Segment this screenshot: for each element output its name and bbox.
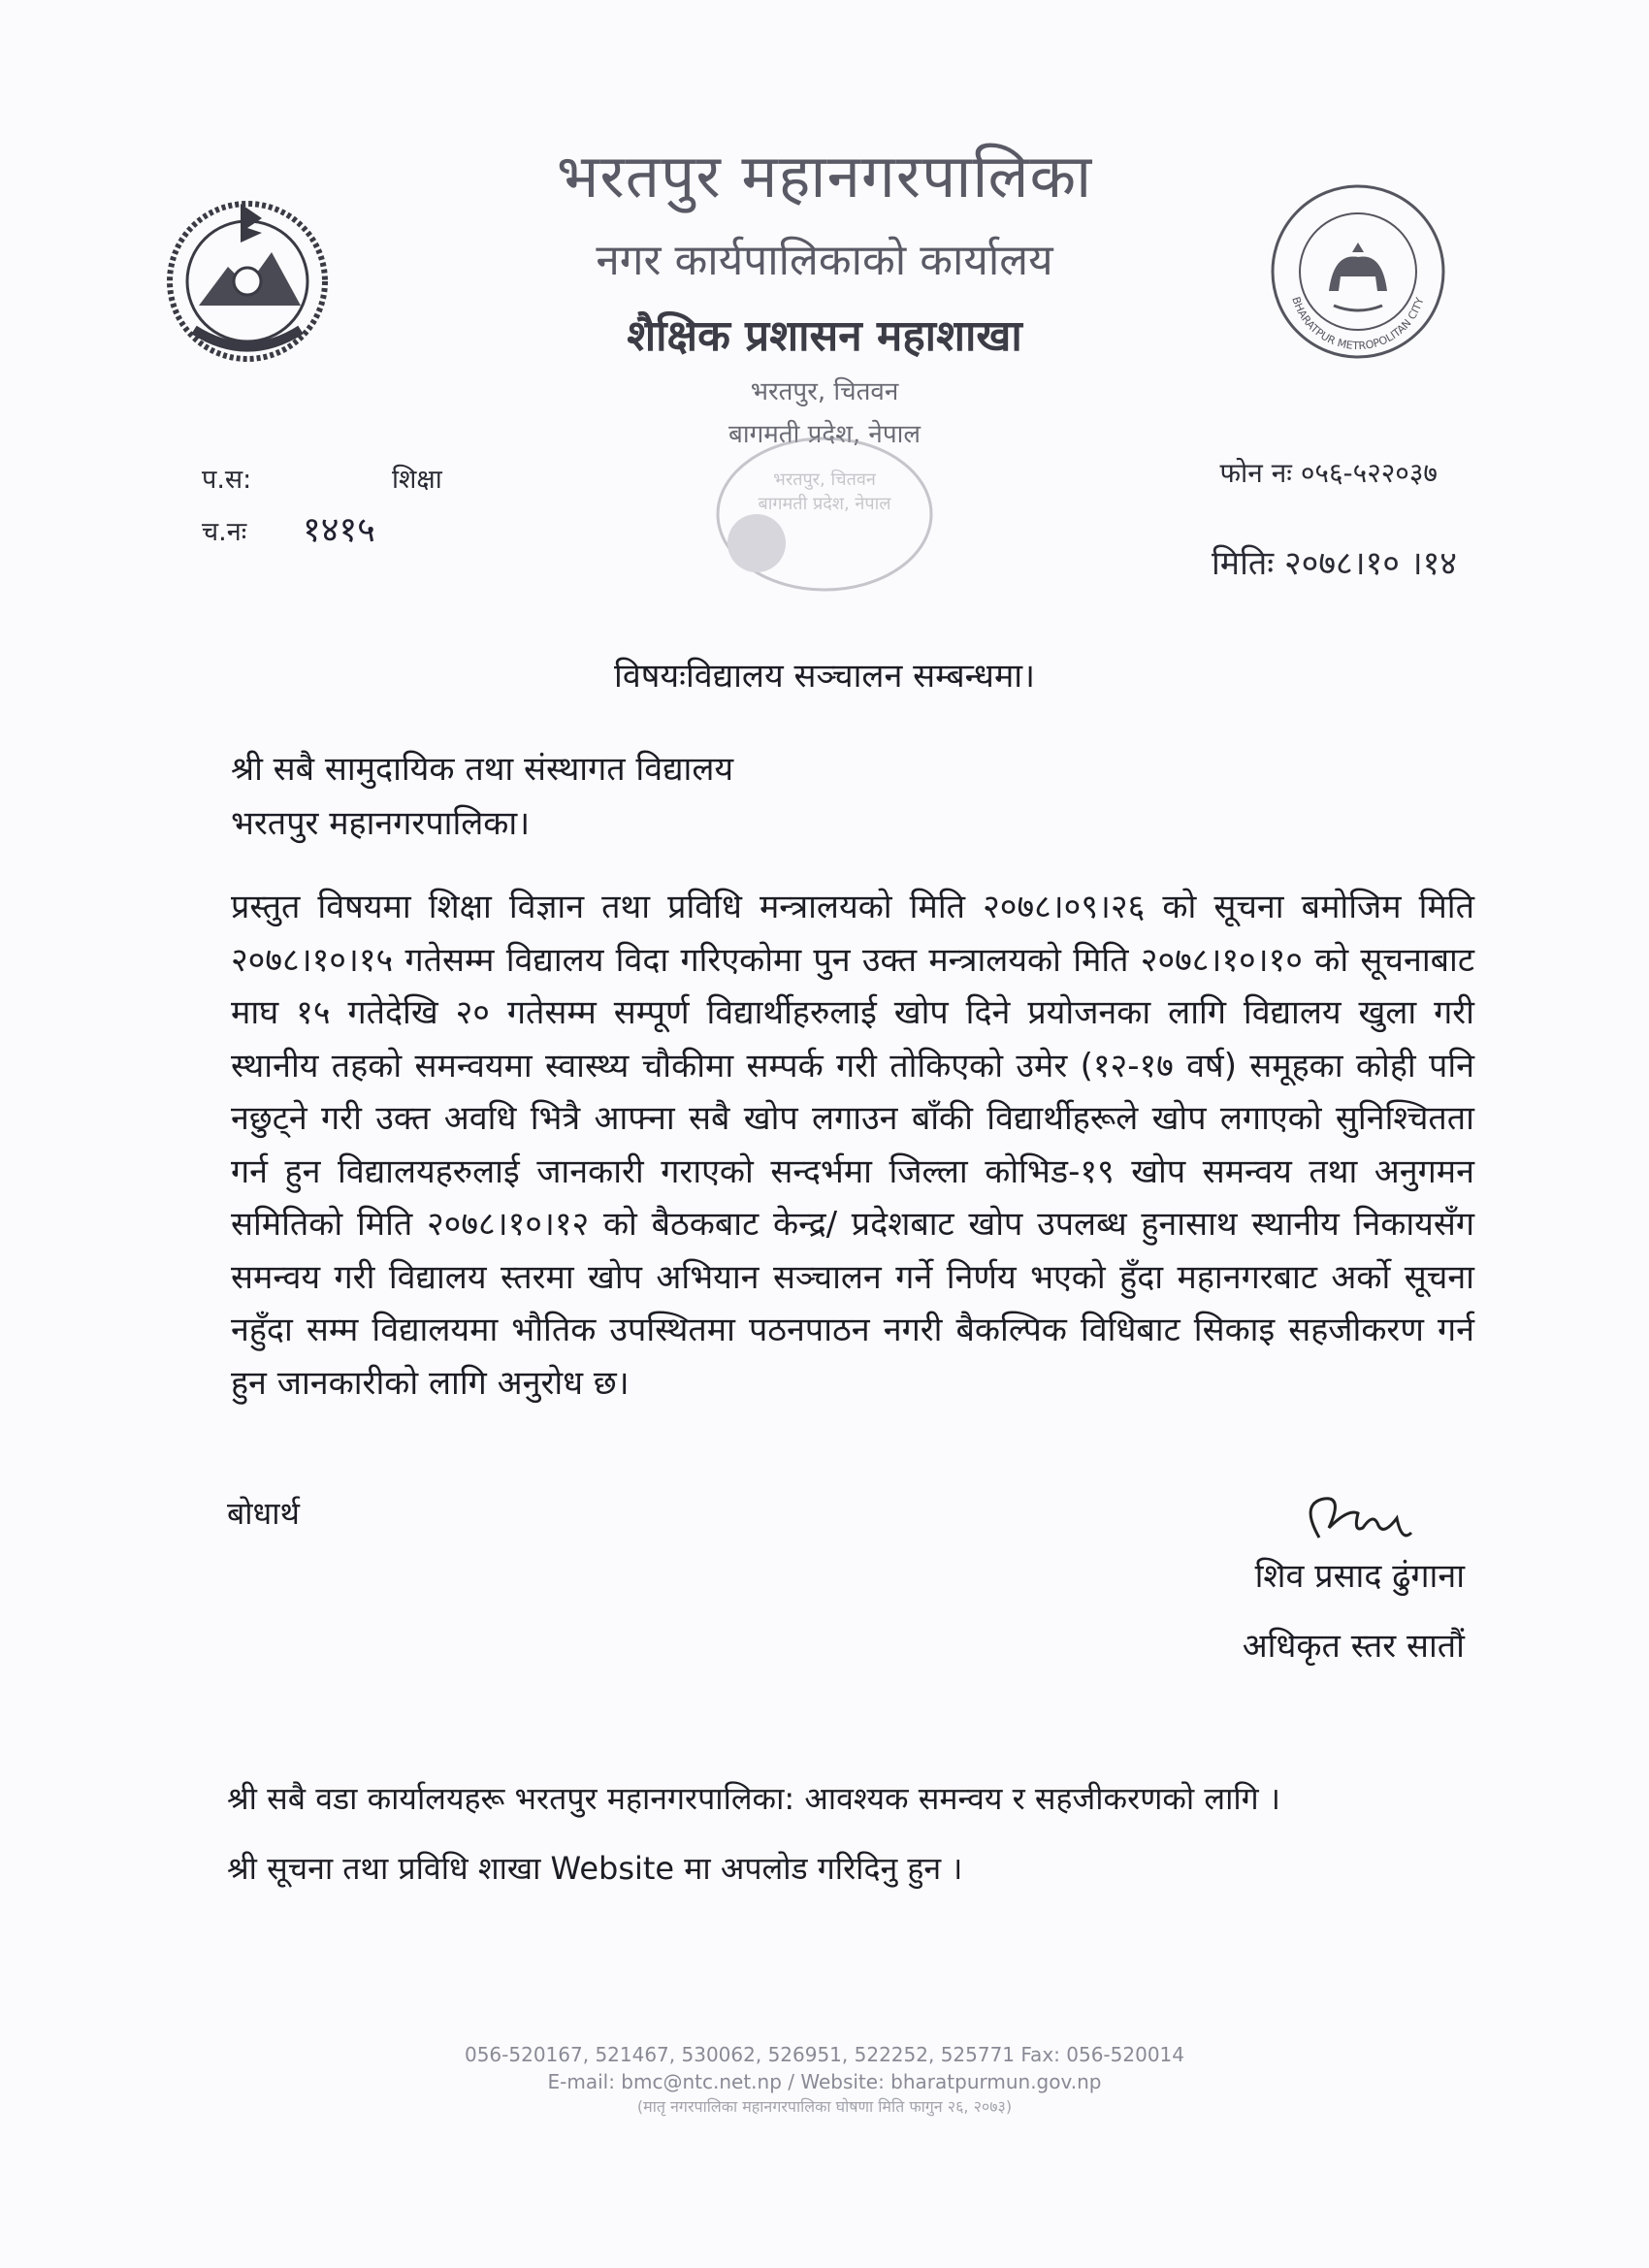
chn-label: च.नः: [202, 517, 247, 547]
phone-number: फोन नः ०५६-५२२०३७: [1219, 457, 1438, 489]
cc-line-2: श्री सूचना तथा प्रविधि शाखा Website मा अपलोड गरिदिनु हुन ।: [227, 1850, 963, 1887]
province-line: बागमती प्रदेश, नेपाल: [728, 420, 921, 449]
municipality-name: भरतपुर महानगरपालिका: [556, 141, 1093, 211]
addressee-line-2: भरतपुर महानगरपालिका।: [231, 804, 531, 843]
signatory-name: शिव प्रसाद ढुंगाना: [1254, 1557, 1465, 1596]
footer-phones: 056-520167, 521467, 530062, 526951, 522252, 525771 Fax: 056-520014: [464, 2043, 1184, 2066]
stamp-line-1: भरतपुर, चितवन: [773, 470, 876, 490]
seal-text: BHARATPUR METROPOLITAN CITY: [1289, 295, 1427, 353]
signature-icon: [1290, 1484, 1436, 1562]
office-name: नगर कार्यपालिकाको कार्यालय: [596, 236, 1053, 285]
office-stamp-icon: [698, 427, 951, 601]
cc-line-1: श्री सबै वडा कार्यालयहरू भरतपुर महानगरपालिका: आवश्यक समन्वय र सहजीकरणको लागि ।: [227, 1780, 1280, 1817]
letter-body: प्रस्तुत विषयमा शिक्षा विज्ञान तथा प्रविधि मन्त्रालयको मिति २०७८।०९।२६ को सूचना बमोजिम मिति २०७८।१०।१५ गतेसम्म विद्यालय विदा गरिएकोमा पुन उक्त मन्त्रालयको मिति २०७८।१०।१० को सूचनाबाट माघ १५ गतेदेखि २० गतेसम्म सम्पूर्ण विद्यार्थीहरुलाई खोप दिने प्रयोजनका लागि विद्यालय खुला गरी स्थानीय तहको समन्वयमा स्वास्थ्य चौकीमा सम्पर्क गरी तोकिएको उमेर (१२-१७ वर्ष) समूहका कोही पनि नछुट्ने गरी उक्त अवधि भित्रै आफ्ना सबै खोप लगाउन बाँकी विद्यार्थीहरूले खोप लगाएको सुनिश्चितता गर्न हुन विद्यालयहरुलाई जानकारी गराएको सन्दर्भमा जिल्ला कोभिड-१९ खोप समन्वय तथा अनुगमन समितिको मिति २०७८।१०।१२ को बैठकबाट केन्द्र/ प्रदेशबाट खोप उपलब्ध हुनासाथ स्थानीय निकायसँग समन्वय गरी विद्यालय स्तरमा खोप अभियान सञ्चालन गर्ने निर्णय भएको हुँदा महानगरबाट अर्को सूचना नहुँदा सम्म विद्यालयमा भौतिक उपस्थितमा पठनपाठन नगरी बैकल्पिक विधिबाट सिकाइ सहजीकरण गर्न हुन जानकारीको लागि अनुरोध छ।: [231, 888, 1474, 1403]
letter-date: मितिः २०७८।१० ।१४: [1211, 544, 1457, 583]
signatory-designation: अधिकृत स्तर सातौं: [1242, 1627, 1465, 1666]
bodhartha-label: बोधार्थ: [227, 1495, 300, 1532]
chn-value: १४१५: [303, 510, 375, 550]
ps-value: शिक्षा: [392, 465, 442, 495]
ps-label: प.स:: [202, 465, 252, 495]
addressee-line-1: श्री सबै सामुदायिक तथा संस्थागत विद्यालय: [231, 750, 734, 789]
division-name: शैक्षिक प्रशासन महाशाखा: [627, 311, 1022, 361]
subject-line: विषयःविद्यालय सञ्चालन सम्बन्धमा।: [614, 657, 1035, 696]
district-line: भरतपुर, चितवन: [750, 377, 899, 406]
stamp-line-2: बागमती प्रदेश, नेपाल: [758, 494, 891, 514]
footer-contact: E-mail: bmc@ntc.net.np / Website: bharatpurmun.gov.np: [547, 2070, 1102, 2093]
footer-note: (मातृ नगरपालिका महानगरपालिका घोषणा मिति फागुन २६, २०७३): [636, 2097, 1013, 2116]
